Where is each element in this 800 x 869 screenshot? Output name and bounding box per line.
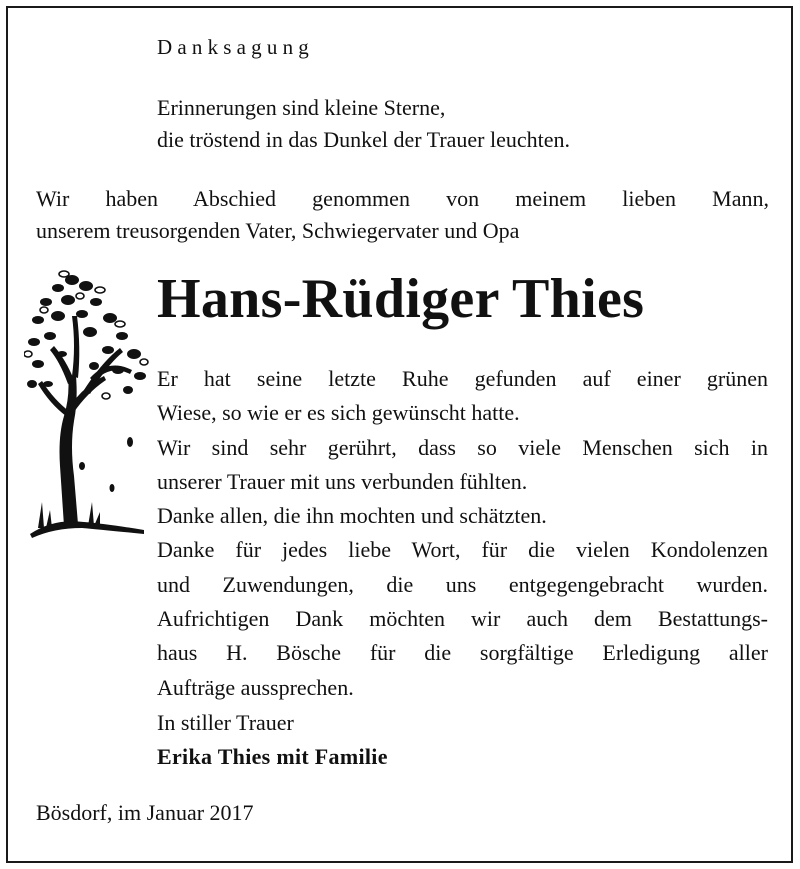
signature: Erika Thies mit Familie: [157, 744, 388, 769]
closing-phrase: In stiller Trauer: [157, 710, 294, 735]
quote-block: [157, 92, 570, 156]
message-line: Aufträge aussprechen.: [157, 674, 354, 700]
message-body: [157, 362, 768, 705]
message-line: Wiese, so wie er es sich gewünscht hatte.: [157, 400, 520, 426]
message-line: Aufrichtigen Dank möchten wir auch dem Bestattungs-: [157, 606, 768, 632]
message-line: Er hat seine letzte Ruhe gefunden auf einer grünen: [157, 366, 768, 391]
message-line: Danke allen, die ihn mochten und schätzten.: [157, 503, 547, 529]
message-line: Danke für jedes liebe Wort, für die vielen Kondolenzen: [157, 537, 768, 563]
message-line: Wir sind sehr gerührt, dass so viele Menschen sich in: [157, 434, 768, 460]
place-date: Bösdorf, im Januar 2017: [36, 800, 254, 825]
notice-heading: Danksagung: [157, 35, 314, 59]
message-line: unserer Trauer mit uns verbunden fühlten.: [157, 468, 528, 494]
closing-block: [157, 706, 388, 774]
message-line: und Zuwendungen, die uns entgegengebracht wurden.: [157, 571, 768, 597]
intro-block: [36, 183, 769, 247]
deceased-name: Hans-Rüdiger Thies: [157, 268, 645, 330]
quote-line: Erinnerungen sind kleine Sterne,: [157, 95, 446, 120]
intro-line: unserem treusorgenden Vater, Schwiegervater und Opa: [36, 218, 520, 243]
message-line: haus H. Bösche für die sorgfältige Erledigung aller: [157, 640, 768, 666]
intro-line: Wir haben Abschied genommen von meinem lieben Mann,: [36, 186, 769, 211]
quote-line: die tröstend in das Dunkel der Trauer leuchten.: [157, 127, 571, 152]
tree-silhouette-icon: [24, 266, 152, 546]
